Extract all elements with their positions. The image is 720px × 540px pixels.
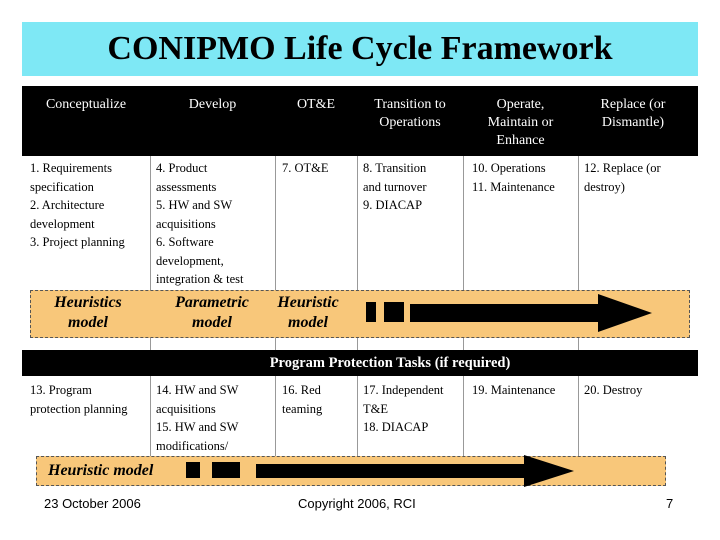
phase-label: Enhance — [496, 133, 545, 148]
task-line: 15. HW and SW — [156, 420, 239, 434]
activity-line: 1. Requirements — [30, 161, 112, 175]
activity-line: 3. Project planning — [30, 235, 125, 249]
activity-line: 11. Maintenance — [472, 179, 555, 194]
task-line: T&E — [363, 401, 388, 416]
activities-replace — [584, 159, 661, 196]
tasks-transition — [363, 381, 444, 437]
activity-line: specification — [30, 179, 94, 194]
phase-label: Conceptualize — [45, 97, 127, 112]
task-line: protection planning — [30, 401, 128, 416]
task-line: 18. DIACAP — [363, 420, 429, 434]
activities-transition — [363, 159, 427, 215]
phase-label: Maintain or — [487, 115, 554, 130]
tbd-marker-square — [366, 302, 376, 322]
phase-transition — [357, 96, 463, 132]
task-line: 14. HW and SW — [156, 383, 239, 397]
activity-line: integration & test — [156, 272, 244, 286]
phase-replace — [578, 96, 688, 132]
phase-label: Dismantle) — [601, 115, 665, 130]
task-line: 16. Red — [282, 383, 321, 397]
tbd-marker-square — [186, 462, 200, 478]
model-label-line: model — [68, 314, 108, 331]
task-line: 17. Independent — [363, 383, 444, 397]
activities-conceptualize — [30, 159, 125, 252]
activity-line: 12. Replace (or — [584, 161, 661, 175]
program-protection-title: Program Protection Tasks (if required) — [269, 354, 511, 371]
task-line: modifications/ — [156, 438, 229, 453]
column-divider — [275, 376, 276, 462]
activities-ote — [282, 159, 329, 178]
activity-line: 4. Product — [156, 161, 208, 175]
tasks-ote — [282, 381, 322, 418]
phase-ote — [275, 96, 357, 114]
slide-title: CONIPMO Life Cycle Framework — [107, 30, 613, 67]
footer-date: 23 October 2006 — [44, 496, 141, 511]
model-label-line: Heuristics — [54, 294, 122, 311]
activity-line: 2. Architecture — [30, 198, 105, 212]
activity-line: development, — [156, 253, 224, 268]
task-line: 20. Destroy — [584, 383, 643, 397]
task-line: acquisitions — [156, 401, 216, 416]
top-timeline-arrow — [410, 292, 658, 334]
arrow-shape — [256, 455, 574, 487]
phase-label: Operate, — [496, 97, 545, 112]
activity-line: 5. HW and SW — [156, 198, 233, 212]
phase-conceptualize — [22, 96, 150, 114]
model-label-line: Parametric — [175, 294, 249, 311]
activities-operate — [472, 159, 555, 196]
tasks-operate — [472, 381, 555, 400]
task-line: teaming — [282, 401, 323, 416]
column-divider — [357, 376, 358, 462]
slide-title-box — [22, 22, 698, 76]
phase-label: Transition to — [374, 97, 446, 112]
arrow-shape — [410, 294, 652, 332]
column-divider — [150, 376, 151, 462]
activity-line: 7. OT&E — [282, 161, 329, 175]
phase-label: Operations — [379, 115, 441, 130]
activity-line: 10. Operations — [472, 161, 546, 175]
bottom-timeline-arrow — [256, 454, 578, 488]
model-label-line: Heuristic — [277, 294, 339, 311]
tasks-conceptualize — [30, 381, 128, 418]
activity-line: 9. DIACAP — [363, 198, 423, 212]
tasks-develop — [156, 381, 238, 455]
task-line: 13. Program — [30, 383, 92, 397]
tbd-marker-square — [384, 302, 404, 322]
tasks-replace — [584, 381, 642, 400]
page-number: 7 — [666, 496, 674, 511]
phase-develop — [150, 96, 275, 114]
model-label-line: model — [192, 314, 232, 331]
footer-copyright: Copyright 2006, RCI — [298, 496, 416, 511]
column-divider — [578, 376, 579, 462]
program-protection-band — [22, 350, 698, 376]
activity-line: acquisitions — [156, 216, 216, 231]
activity-line: development — [30, 216, 95, 231]
heuristic-model-label — [266, 293, 350, 333]
parametric-model-label — [154, 293, 270, 333]
phase-label: OT&E — [296, 97, 336, 112]
phase-operate — [463, 96, 578, 150]
activity-line: 6. Software — [156, 235, 214, 249]
activity-line: destroy) — [584, 179, 625, 194]
tbd-marker-square — [212, 462, 240, 478]
phase-label: Develop — [188, 97, 237, 112]
heuristics-model-label — [30, 293, 146, 333]
activities-develop — [156, 159, 243, 289]
activity-line: 8. Transition — [363, 161, 427, 175]
task-line: 19. Maintenance — [472, 383, 556, 397]
activity-line: and turnover — [363, 179, 427, 194]
column-divider — [463, 376, 464, 462]
bottom-heuristic-model-label: Heuristic model — [48, 462, 154, 479]
activity-line: assessments — [156, 179, 217, 194]
phase-label: Replace (or — [600, 97, 666, 112]
model-label-line: model — [288, 314, 328, 331]
